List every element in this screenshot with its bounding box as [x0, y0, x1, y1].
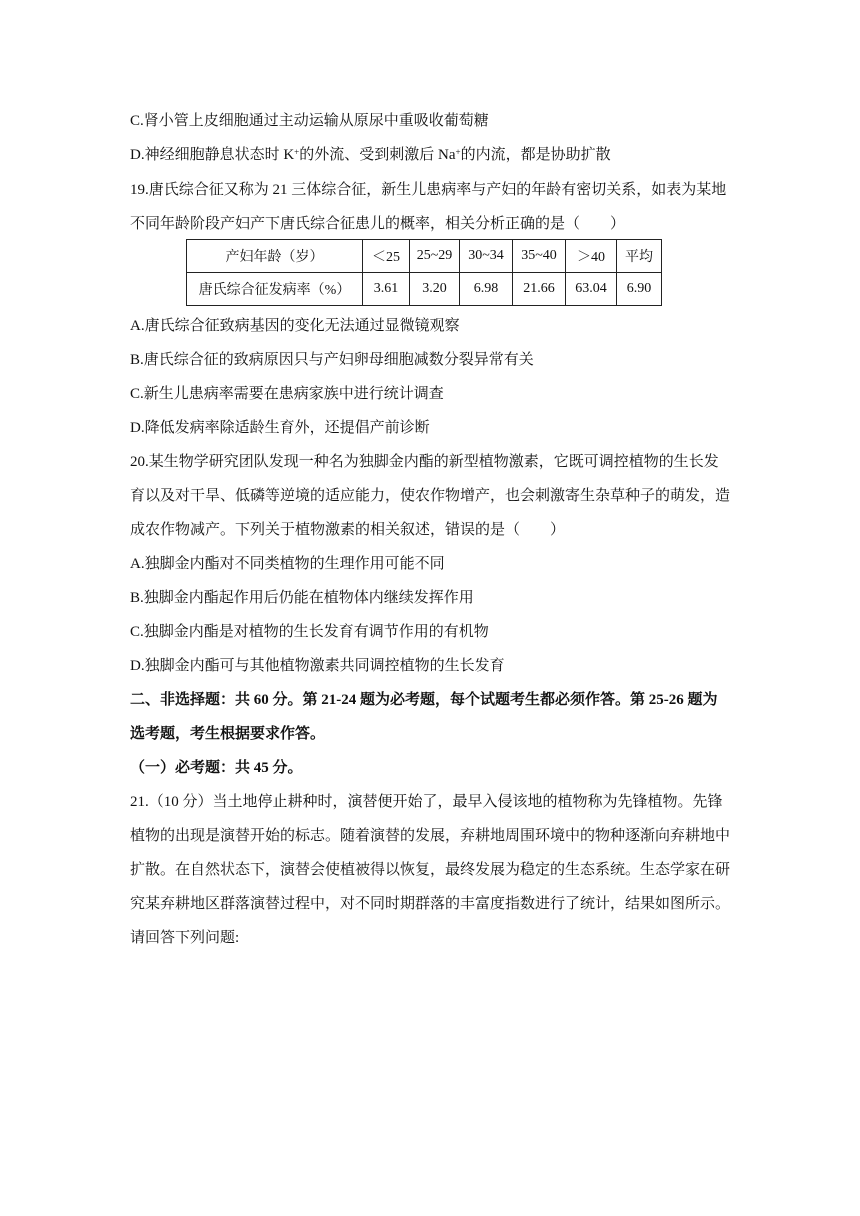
- q21-stem-line5: 请回答下列问题:: [130, 930, 240, 946]
- table-row-label: 唐氏综合征发病率（%）: [187, 273, 363, 306]
- table-cell: 6.98: [460, 273, 513, 306]
- table-cell: 3.61: [363, 273, 410, 306]
- table-row: [187, 273, 662, 306]
- q20-option-d: D.独脚金内酯可与其他植物激素共同调控植物的生长发育: [130, 658, 505, 674]
- table-cell: ＜25: [363, 240, 410, 273]
- q19-option-d: D.降低发病率除适龄生育外，还提倡产前诊断: [130, 420, 430, 436]
- q21-stem-line3: 扩散。在自然状态下，演替会使植被得以恢复，最终发展为稳定的生态系统。生态学家在研: [130, 862, 731, 878]
- table-cell: 6.90: [617, 273, 662, 306]
- subsection-heading: （一）必考题：共 45 分。: [130, 760, 303, 776]
- q20-stem-line3: 成农作物减产。下列关于植物激素的相关叙述，错误的是（ ）: [130, 522, 566, 538]
- q19-option-c: C.新生儿患病率需要在患病家族中进行统计调查: [130, 386, 444, 402]
- table-cell: ＞40: [566, 240, 617, 273]
- q20-option-b: B.独脚金内酯起作用后仍能在植物体内继续发挥作用: [130, 590, 474, 606]
- table-cell: 63.04: [566, 273, 617, 306]
- q19-stem-line1: 19.唐氏综合征又称为 21 三体综合征，新生儿患病率与产妇的年龄有密切关系，如表为某地: [130, 182, 727, 198]
- q19-option-a: A.唐氏综合征致病基因的变化无法通过显微镜观察: [130, 318, 460, 334]
- q20-stem-line1: 20.某生物学研究团队发现一种名为独脚金内酯的新型植物激素，它既可调控植物的生长发: [130, 454, 719, 470]
- section-heading-line2: 选考题，考生根据要求作答。: [130, 726, 326, 742]
- table-cell: 25~29: [410, 240, 460, 273]
- q18-option-c: C.肾小管上皮细胞通过主动运输从原尿中重吸收葡萄糖: [130, 113, 489, 129]
- q21-stem-line1: 21.（10 分）当土地停止耕种时，演替便开始了，最早入侵该地的植物称为先锋植物。先锋: [130, 794, 723, 810]
- q19-stem-line2: 不同年龄阶段产妇产下唐氏综合征患儿的概率，相关分析正确的是（ ）: [130, 216, 626, 232]
- table-cell: 35~40: [513, 240, 566, 273]
- table-row-label: 产妇年龄（岁）: [187, 240, 363, 273]
- table-cell: 平均: [617, 240, 662, 273]
- q18-option-d: D.神经细胞静息状态时 K+的外流、受到刺激后 Na+的内流，都是协助扩散: [130, 147, 611, 163]
- down-syndrome-rate-table: [186, 239, 662, 306]
- q20-option-a: A.独脚金内酯对不同类植物的生理作用可能不同: [130, 556, 445, 572]
- section-heading-line1: 二、非选择题：共 60 分。第 21-24 题为必考题，每个试题考生都必须作答。第 25-26 题为: [130, 692, 718, 708]
- q21-stem-line2: 植物的出现是演替开始的标志。随着演替的发展，弃耕地周围环境中的物种逐渐向弃耕地中: [130, 828, 731, 844]
- table-cell: 3.20: [410, 273, 460, 306]
- table-cell: 30~34: [460, 240, 513, 273]
- q20-option-c: C.独脚金内酯是对植物的生长发育有调节作用的有机物: [130, 624, 489, 640]
- table-row: [187, 240, 662, 273]
- table-cell: 21.66: [513, 273, 566, 306]
- q20-stem-line2: 育以及对干旱、低磷等逆境的适应能力，使农作物增产，也会刺激寄生杂草种子的萌发，造: [130, 488, 731, 504]
- q21-stem-line4: 究某弃耕地区群落演替过程中，对不同时期群落的丰富度指数进行了统计，结果如图所示。: [130, 896, 731, 912]
- q19-option-b: B.唐氏综合征的致病原因只与产妇卵母细胞减数分裂异常有关: [130, 352, 534, 368]
